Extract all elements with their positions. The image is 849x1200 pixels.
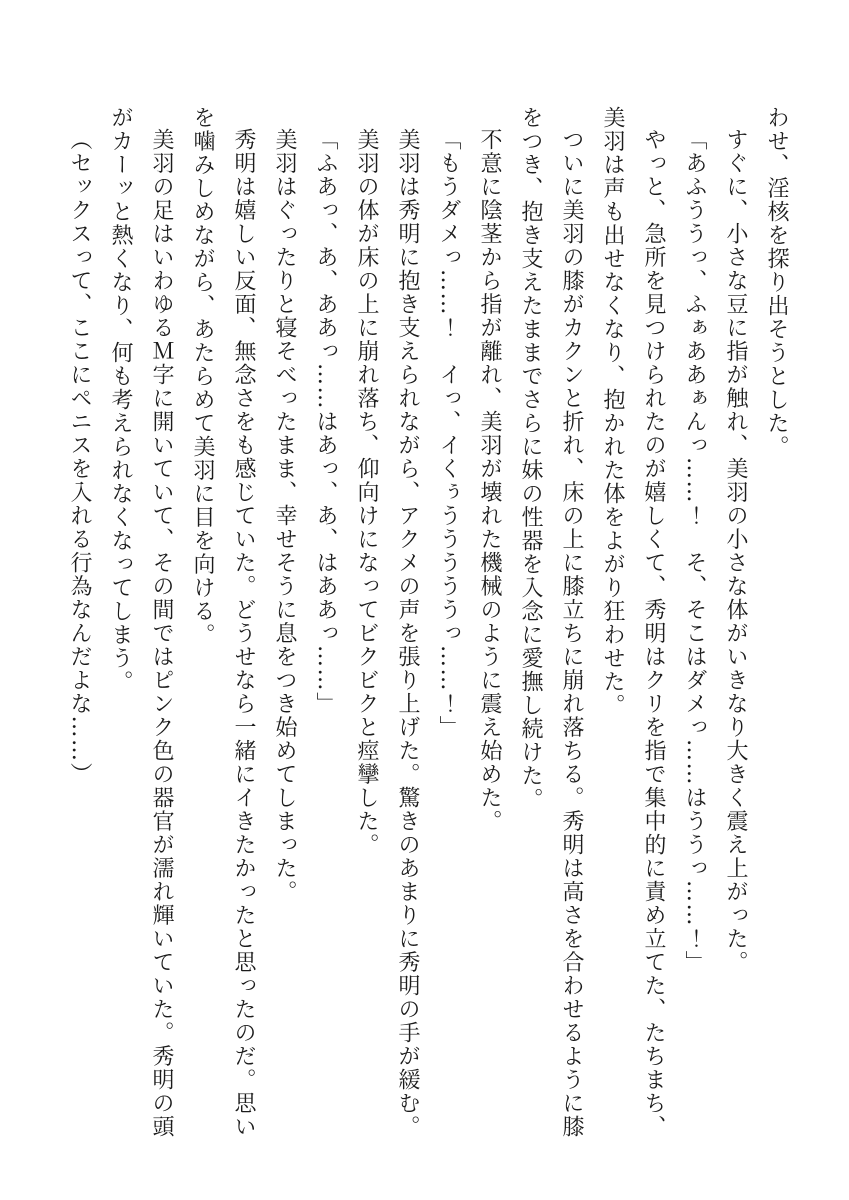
paragraph xyxy=(387,106,428,1151)
paragraph xyxy=(756,106,797,1151)
text-line: がカーッと熱くなり、何も考えられなくなってしまう。 xyxy=(108,106,133,694)
text-line: やっと、急所を見つけられたのが嬉しくて、秀明はクリを指で集中的に責め立てた、たちまち、 xyxy=(641,128,666,1139)
text-line: 「もうダメっ……！ イっ、イくぅうううううっ……！」 xyxy=(436,128,461,739)
paragraph xyxy=(59,106,100,1151)
paragraph xyxy=(592,106,674,1151)
text-line: （セックスって、ここにペニスを入れる行為なんだよな……） xyxy=(67,128,92,786)
text-line: 美羽は声も出せなくなり、抱かれた体をよがり狂わせた。 xyxy=(600,106,625,717)
paragraph xyxy=(346,106,387,1151)
paragraph xyxy=(100,106,182,1151)
text-line: ついに美羽の膝がカクンと折れ、床の上に膝立ちに崩れ落ちる。秀明は高さを合わせるように膝 xyxy=(559,128,584,1139)
paragraph xyxy=(305,106,346,1151)
text-line: 美羽の体が床の上に崩れ落ち、仰向けになってビクビクと痙攣した。 xyxy=(354,128,379,857)
text-line: 秀明は嬉しい反面、無念さをも感じていた。どうせなら一緒にイきたかったと思ったのだ。思い xyxy=(231,128,256,1139)
text-line: 不意に陰茎から指が離れ、美羽が壊れた機械のように震え始めた。 xyxy=(477,128,502,833)
paragraph xyxy=(674,106,715,1151)
text-line: すぐに、小さな豆に指が触れ、美羽の小さな体がいきなり大きく震え上がった。 xyxy=(723,128,748,974)
text-line: をつき、抱き支えたままでさらに妹の性器を入念に愛撫し続けた。 xyxy=(518,106,543,811)
paragraph xyxy=(428,106,469,1151)
text-line: 美羽はぐったりと寝そべったまま、幸せそうに息をつき始めてしまった。 xyxy=(272,128,297,904)
text-line: わせ、淫核を探り出そうとした。 xyxy=(764,106,789,459)
paragraph xyxy=(510,106,592,1151)
paragraph xyxy=(715,106,756,1151)
text-line: を噛みしめながら、あたらめて美羽に目を向ける。 xyxy=(190,106,215,647)
text-line: 「あふううっ、ふぁああぁんっ……！ そ、そこはダメっ……はううっ……！」 xyxy=(682,128,707,974)
text-line: 美羽は秀明に抱き支えられながら、アクメの声を張り上げた。驚きのあまりに秀明の手が緩む。 xyxy=(395,128,420,1139)
paragraph xyxy=(264,106,305,1151)
paragraph xyxy=(182,106,264,1151)
vertical-text-block xyxy=(59,106,797,1151)
text-line: 「ふあっ、あ、ああっ……はあっ、あ、はああっ……」 xyxy=(313,128,338,716)
text-line: 美羽の足はいわゆるＭ字に開いていて、その間ではピンク色の器官が濡れ輝いていた。秀明の頭 xyxy=(149,128,174,1139)
paragraph xyxy=(469,106,510,1151)
